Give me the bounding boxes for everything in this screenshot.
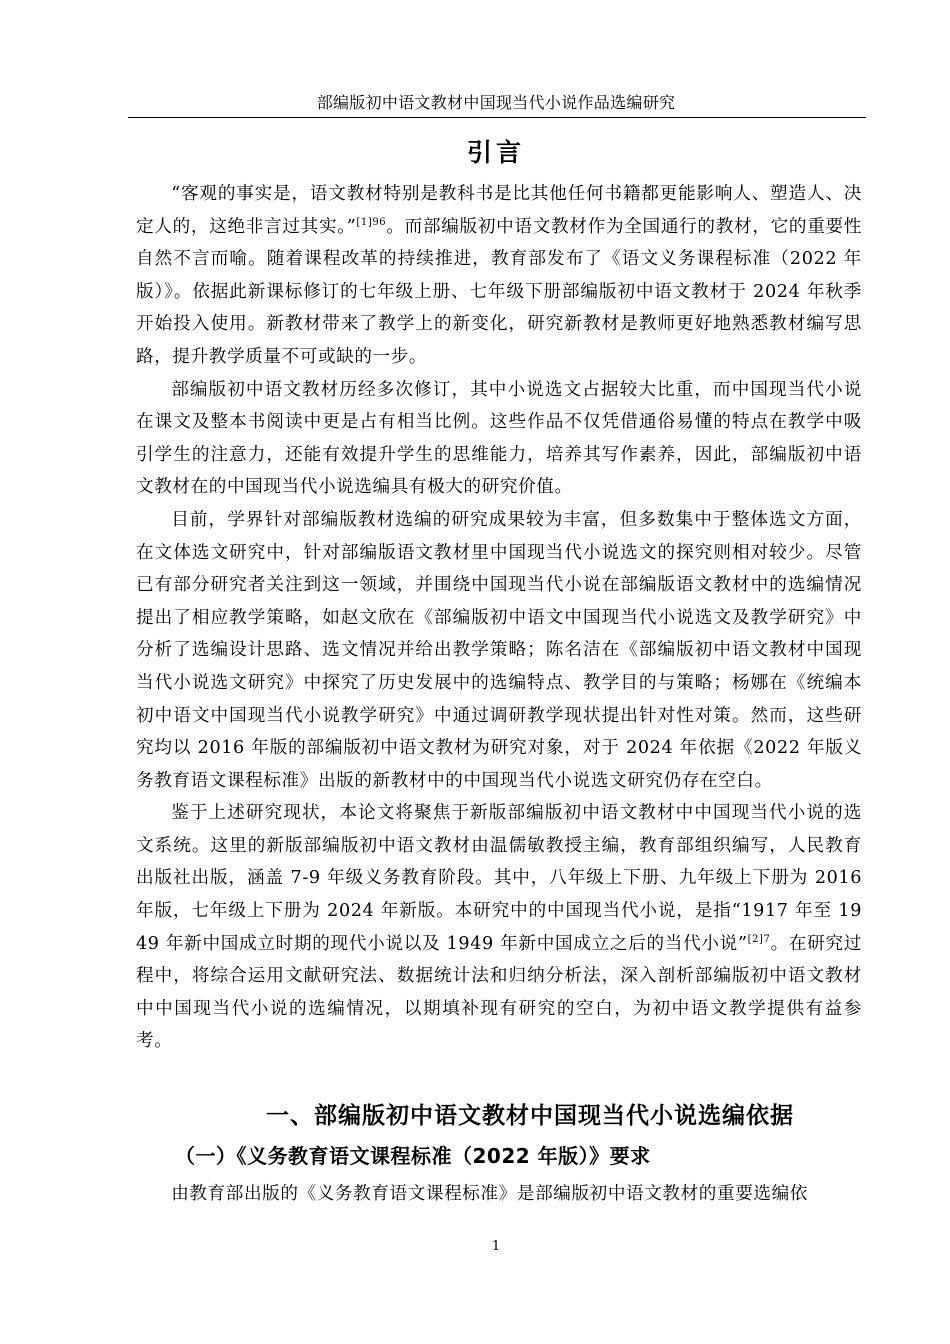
citation-2: [2]7 — [747, 933, 771, 945]
paragraph-3: 目前，学界针对部编版教材选编的研究成果较为丰富，但多数集中于整体选文方面，在文体选文研究中，针对部编版语文教材里中国现当代小说选文的探究则相对较少。尽管已有部分研究者关注到这一领域，并围绕中国现当代小说在部编版语文教材中的选编情况提出了相应教学策略，如赵文欣在《部编版初中语文中国现当代小说选文及教学研究》中分析了选编设计思路、选文情况并给出教学策略；陈名洁在《部编版初中语文教材中国现当代小说选文研究》中探究了历史发展中的选编特点、教学目的与策略；杨娜在《统编本初中语文中国现当代小说教学研究》中通过调研教学现状提出针对性对策。然而，这些研究均以 2016 年版的部编版初中语文教材为研究对象，对于 2024 年依据《2022 年版义务教育语文课程标准》出版的新教材中的中国现当代小说选文研究仍存在空白。 — [136, 509, 862, 791]
subsection-body — [136, 1178, 862, 1211]
header-rule — [128, 117, 866, 118]
subsection-heading-1-1: （一）《义务教育语文课程标准（2022 年版）》要求 — [175, 1144, 651, 1168]
introduction-body — [136, 178, 862, 1058]
paragraph-5: 由教育部出版的《义务教育语文课程标准》是部编版初中语文教材的重要选编依 — [171, 1184, 808, 1204]
paragraph-1-text-b: 。而部编版初中语文教材作为全国通行的教材，它的重要性自然不言而喻。随着课程改革的持续推进，教育部发布了《语文义务课程标准（2022 年版）》。依据此新课标修订的七年级上册、七年级下册部编版初中语文教材于 2024 年秋季开始投入使用。新教材带来了教学上的新变化，研究新教材是教师更好地熟悉教材编写思路，提升教学质量不可或缺的一步。 — [136, 216, 862, 367]
paragraph-2: 部编版初中语文教材历经多次修订，其中小说选文占据较大比重，而中国现当代小说在课文及整本书阅读中更是占有相当比例。这些作品不仅凭借通俗易懂的特点在教学中吸引学生的注意力，还能有效提升学生的思维能力，培养其写作素养，因此，部编版初中语文教材在的中国现当代小说选编具有极大的研究价值。 — [136, 379, 862, 498]
chapter-heading-1: 一、部编版初中语文教材中国现当代小说选编依据 — [266, 1103, 794, 1129]
page-number: 1 — [491, 1239, 501, 1254]
citation-1: [1]96 — [356, 216, 387, 228]
paragraph-4 — [136, 797, 862, 1058]
paragraph-1-text-a: “客观的事实是，语文教材特别是教科书是比其他任何书籍都更能影响人、塑造人、决定人的，这绝非言过其实。” — [136, 184, 862, 237]
paragraph-1 — [136, 178, 862, 374]
paragraph-4-text-b: 。在研究过程中，将综合运用文献研究法、数据统计法和归纳分析法，深入剖析部编版初中语文教材中中国现当代小说的选编情况，以期填补现有研究的空白，为初中语文教学提供有益参考。 — [136, 933, 862, 1052]
paragraph-4-text-a: 鉴于上述研究现状，本论文将聚焦于新版部编版初中语文教材中中国现当代小说的选文系统。这里的新版部编版初中语文教材由温儒敏教授主编，教育部组织编写，人民教育出版社出版，涵盖 7-9 年级义务教育阶段。其中，八年级上下册、九年级上下册为 2016 年版，七年级上下册为 2024 年新版。本研究中的中国现当代小说，是指“1917 年至 1949 年新中国成立时期的现代小说以及 1949 年新中国成立之后的当代小说” — [136, 803, 862, 954]
running-header: 部编版初中语文教材中国现当代小说作品选编研究 — [316, 93, 676, 112]
section-title-introduction: 引言 — [466, 138, 525, 167]
